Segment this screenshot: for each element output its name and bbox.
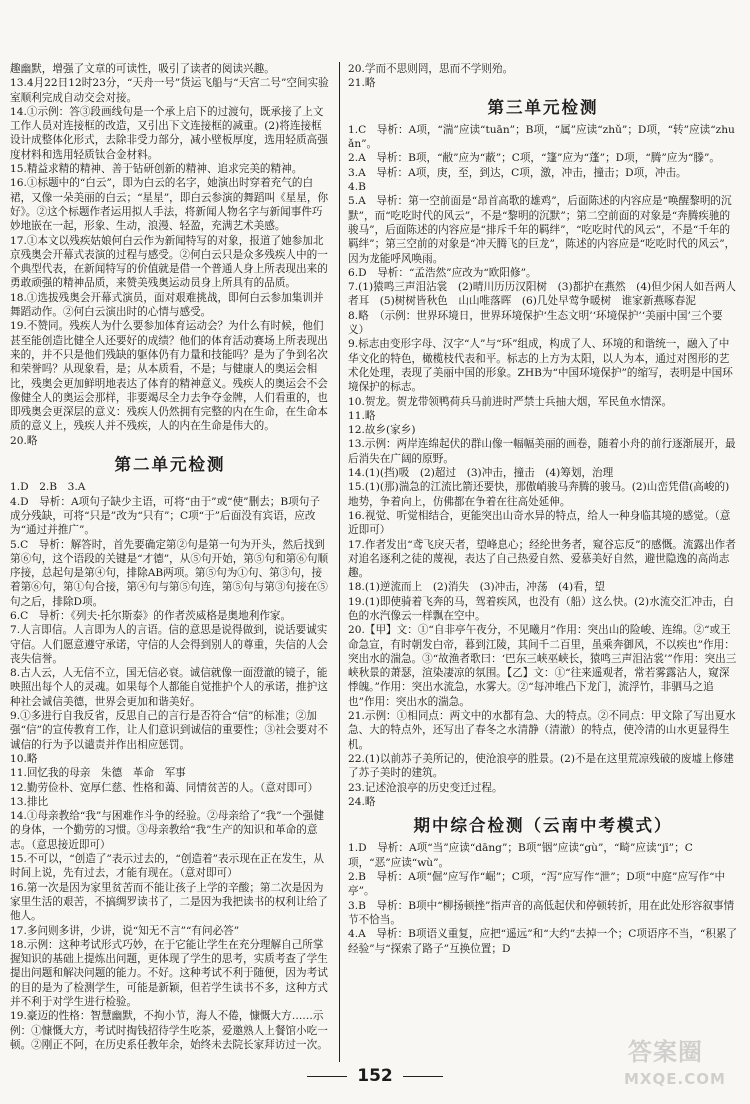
answer-item: 3.A 导析：A项，庚，至，到达，C项，激，冲击，撞击；D项，冲击。 [348,166,687,179]
answer-item: 16.第一次是因为家里贫苦而不能让孩子上学的辛酸；第二次是因为家里生活的艰苦，不搞绸罗读书了，二是因为我把读书的权利让给了他人。 [10,881,328,923]
answer-item: 9.①多进行自我反省，反思自己的言行是否符合“信”的标准；②加强“信”的宣传教育工作，让人们意识到诚信的重要性；③社会要对不诚信的行为予以谴责并作出相应惩罚。 [10,710,329,751]
answer-item: 18.(1)逆流而上 (2)消失 (3)冲击，冲荡 (4)看，望 [348,581,605,594]
answer-item: 21.略 [348,77,376,90]
answer-item: 14.①示例：答③段画线句是一个承上启下的过渡句，既承接了上文工作人员对连接框的改造，又引出下文连接框的减重。(2)将连接框设计成整体化形式，去除非受力部分，减小壁板厚度，选用轻质高强度材料和选用轻质钛合金材料。 [10,105,328,161]
answer-item: 1.C 导析：A项，“湍”应读“tuān”；B项，“属”应读“zhǔ”；D项，“转”应读“zhuǎn”。 [348,123,735,151]
answer-item: 1.D 2.B 3.A [10,481,86,494]
answer-item: 4.B [348,181,366,194]
answer-item: 16.①标题中的“白云”，即为白云的名字，她演出时穿着充气的白裙，又像一朵美丽的白云；“星星”，即白云参演的舞蹈叫《星星，你好》。②这个标题作者运用拟人手法，将新闻人物名字与新闻事件巧妙地嵌在一起，形象、生动，浪漫、轻盈，充满艺术美感。 [10,177,329,233]
answer-item: 4.A 导析：B项语义重复，应把“遥远”和“大约”去掉一个；C项语序不当，“积累了经验”与“探索了路子”互换位置；D [348,928,738,955]
answer-item: 14.(1)(挡)吸 (2)超过 (3)冲击，撞击 (4)筹划，治理 [348,467,614,480]
right-column [348,62,738,956]
answer-item: 15.精益求精的精神、善于钻研创新的精神、追求完美的精神。 [10,163,303,176]
section-title-midterm: 期中综合检测（云南中考模式） [413,816,673,836]
answer-item: 13.排比 [10,795,49,808]
answer-item: 2.A 导析：B项，“敝”应为“蔽”；C项，“篷”应为“蓬”；D项，“腾”应为“滕”。 [348,152,720,165]
answer-item: 13.4月22日12时23分，“天舟一号”货运飞船与“天宫二号”空间实验室顺利完成自动交会对接。 [10,77,329,104]
answer-item: 7.(1)猿鸣三声泪沾裳 (2)晴川历历汉阳树 (3)都护在燕然 (4)但少闲人如吾两人者耳 (5)树树皆秋色 山山唯落晖 (6)几处早莺争暖树 谁家新燕啄春泥 [348,281,736,308]
watermark-logo [620,1026,740,1096]
answer-item: 11.回忆我的母亲 朱德 革命 军事 [10,767,186,780]
answer-item: 10.贺龙。贺龙带领鸭荷兵马前进时严禁士兵抽大烟，军民鱼水情深。 [348,395,673,408]
answer-item: 16.视觉、听觉相结合，更能突出山奇水异的特点，给人一种身临其境的感觉。（意近即可） [348,509,731,537]
answer-item: 12.故乡(家乡) [348,424,416,437]
answer-item: 15.不可以，“创造了”表示过去的，“创造着”表示现在正在发生，从时间上说，先有过去，才能有现在。（意对即可） [10,853,324,880]
answer-item: 20.【甲】文：①“自非亭午夜分，不见曦月”作用：突出山的险峻、连绵。②“或王命急宣，有时朝发白帝，暮到江陵，其间千二百里，虽乘奔御风，不以疾也”作用：突出水的湍急。③“故渔者歌曰：‘巴东三峡巫峡长，猿鸣三声泪沾裳’”作用：突出三峡秋景的萧瑟，渲染凄凉的氛围。【乙】文：①“往来遥观者，常若雾露沾人，窥深悸魄。”作用：突出水流急，水雾大。②“每冲堆凸下龙门，流浮竹，非驷马之追也”作用：突出水的湍急。 [348,624,737,708]
answer-item: 6.D 导析：“孟浩然”应改为“欧阳修”。 [348,266,537,279]
section-title-unit-2: 第二单元检测 [114,455,226,475]
answer-item: 8.略 （示例：世界环境日，世界环境保护‘生态文明’‘环境保护’‘美丽中国’三个要义） [348,309,723,337]
answer-item: 20.学而不思则罔，思而不学则殆。 [348,63,514,75]
answer-item: 9.标志由变形字母、汉字“人”与“环”组成，构成了人、环境的和谐统一，融入了中华文化的特色，橄榄枝代表和平。标志的上方为太阳，以人为本，通过对图形的艺术化处理，表现了美丽中国的形象。ZHB为“中国环境保护”的缩写，表明是中国环境保护的标志。 [348,338,733,394]
answer-item: 19.豪迈的性格：智慧幽默，不拘小节，海人不倦，慷慨大方……示例：①慷慨大方，考试时掏钱招待学生吃茶，爱邀熟人上餐馆小吃一顿。②刚正不阿，在历史系任教年余，始终未去院长家拜访过一次。 [10,1010,328,1051]
answer-item: 5.C 导析：解答时，首先要确定第②句是第一句为开头，然后找到第⑥句，这个语段的关键是“才德”，从⑤句开始，第⑤句和第⑥句顺序接，总起句是第④句，排除AB两项。第⑤句为①句、第③句，接着第⑥句，第①句合接，第④句与第⑤句连，第⑤句与第③句接在⑤句之后，排除D项。 [10,538,329,608]
page-number-rule-left [307,1076,347,1077]
answer-item: 21.示例：①相同点：两文中的水都有急、大的特点。②不同点：甲文除了写出夏水急、大的特点外，还写出了春冬之水清静（清澈）的特点，使冷清的山水更显得生机。 [348,710,736,751]
answer-item: 18.①选拔残奥会开幕式演员，面对艰难挑战，即何白云参加集训并舞蹈动作。②何白云演出时的心情与感受。 [10,291,324,319]
answer-item: 19.(1)即使骑着飞奔的马，驾着疾风，也没有（船）这么快。(2)水流交汇冲击，白色的水汽像云一样飘在空中。 [348,595,734,622]
left-column [10,62,330,1052]
answer-item: 18.示例：这种考试形式巧妙，在于它能让学生在充分理解自己所掌握知识的基础上提炼出问题，更体现了学生的思考，实质考查了学生提出问题和解决问题的能力。不好。这种考试不利于随便，因为考试的目的是为了检测学生，可能是新颖，但若学生读书不多，这种方式并不利于对学生进行检验。 [10,938,328,1008]
answer-item: 1.D 导析：A项“当”应读“dāng”；B项“铟”应读“gù”，“畸”应读“jī”；C项，“恶”应读“wù”。 [348,842,693,869]
watermark-top-text: 答案圈 [628,1038,703,1066]
answer-item: 3.B 导析：B项中“柳扬顿挫”指声音的高低起伏和停顿转折，用在此处形容叙事情节不恰当。 [348,899,735,926]
answer-item: 23.记述沧浪亭的历史变迁过程。 [348,781,503,794]
answer-item: 13.示例：两岸连绵起伏的群山像一幅幅美丽的画卷，随着小舟的前行逐渐展开，最后消失在广阔的原野。 [348,438,736,465]
answer-item: 趣幽默，增强了文章的可读性，吸引了读者的阅读兴趣。 [10,63,275,75]
answer-item: 15.(1)(那)湍急的江流比箭还要快，那傲峭骏马奔腾的骏马。(2)山峦凭借(高峻的)地势，争着向上，仿佛都在争着在往高处延伸。 [348,481,730,508]
section-title-unit-3: 第三单元检测 [487,97,599,117]
answer-item: 17.多问则多讲，少讲，说“知无不言”“有问必答” [10,924,240,937]
watermark-bottom-text: MXQE.COM [624,1070,726,1088]
answer-item: 10.略 [10,752,38,765]
answer-item: 11.略 [348,409,376,422]
answer-item: 24.略 [348,795,376,808]
page-number-rule-right [403,1076,443,1077]
answer-item: 20.略 [10,434,38,447]
answer-item: 17.作者发出“鸢飞戾天者，望峰息心；经纶世务者，窥谷忘反”的感慨。流露出作者对追名逐利之徒的蔑视，表达了自己热爱自然、爱慕美好自然，避世隐逸的高尚志趣。 [348,538,736,580]
answer-item: 5.A 导析：第一空前面是“昂首高歌的雄鸡”，后面陈述的内容应是“唤醒黎明的沉默”，而“吃吃时代的风云”，不是“黎明的沉默”；第二空前面的对象是“奔腾疾驰的骏马”，后面陈述的内容应是“排斥千年的羁绊”，“吃吃时代的风云”，不是“千年的羁绊”；第三空前的对象是“冲天腾飞的巨龙”，陈述的内容应是“吃吃时代的风云”，因为龙能呼风唤雨。 [348,195,736,265]
answer-item: 12.勤劳俭朴、宽厚仁慈、性格和蔼、同情贫苦的人。（意对即可） [10,781,319,794]
answer-item: 2.B 导析：A项“倔”应写作“崛”；C项，“泻”应写作“泄”；D项“中庭”应写作“中亭”。 [348,871,726,898]
page-number-text: 152 [357,1066,393,1086]
answer-item: 8.古人云，人无信不立，国无信必衰。诚信就像一面澄澈的镜子，能映照出每个人的灵魂。如果每个人都能自觉推护个人的承诺，推护这种社会诚信美德，世界会更加和谐美好。 [10,667,328,708]
answer-item: 19.不赞同。残疾人为什么要参加体育运动会？为什么有时候，他们甚至能创造比健全人还要好的成绩？他们的体育活动赛场上所表现出来的，并不只是他们残缺的躯体仍有力量和技能吗？是为了争到名次和荣誉吗？从现象看，是；从本质看，不是；与健康人的奥运会相比，残奥会更加鲜明地表达了体育的精神意义。残疾人的奥运会不会像健全人的奥运会那样，非要竭尽全力去争夺金牌，人们看重的，也即残奥会更深层的意义：残疾人仍然拥有完整的内在生命，在生命本质的意义上，残疾人并不残疾，人的内在生命是伟大的。 [10,320,328,433]
column-divider [339,62,340,1062]
answer-item: 22.(1)以前苏子美所记的，使沧浪亭的胜景。(2)不是在这里荒凉残破的废墟上修建了苏子美时的建筑。 [348,752,734,780]
answer-item: 4.D 导析：A项句子缺少主语，可将“由于”或“使”删去；B项句子成分残缺，可将“只是”改为“只有”；C项“于”后面没有宾语，应改为“通过并推广”。 [10,495,320,537]
answer-item: 14.①母亲教给“我”与困难作斗争的经验。②母亲给了“我”一个强健的身体，一个勤劳的习惯。③母亲教给“我”生产的知识和革命的意志。（意思接近即可） [10,810,324,851]
answer-item: 7.人言即信。人言即为人的言语。信的意思是说得做到，说话要诚实守信。人们愿意遵守承诺，守信的人会得到别人的尊重，失信的人会丧失信誉。 [10,624,328,665]
answer-item: 17.①本文以残疾姑娘何白云作为新闻特写的对象，报道了她参加北京残奥会开幕式表演的过程与感受。②何白云只是众多残疾人中的一个典型代表，在新闻特写的价值就是借一个普通人身上所表现出来的勇敢顽强的精神品质，来赞美残奥运动员身上所具有的品质。 [10,234,328,290]
answer-item: 6.C 导析：《列夫·托尔斯泰》的作者茨威格是奥地利作家。 [10,609,292,622]
